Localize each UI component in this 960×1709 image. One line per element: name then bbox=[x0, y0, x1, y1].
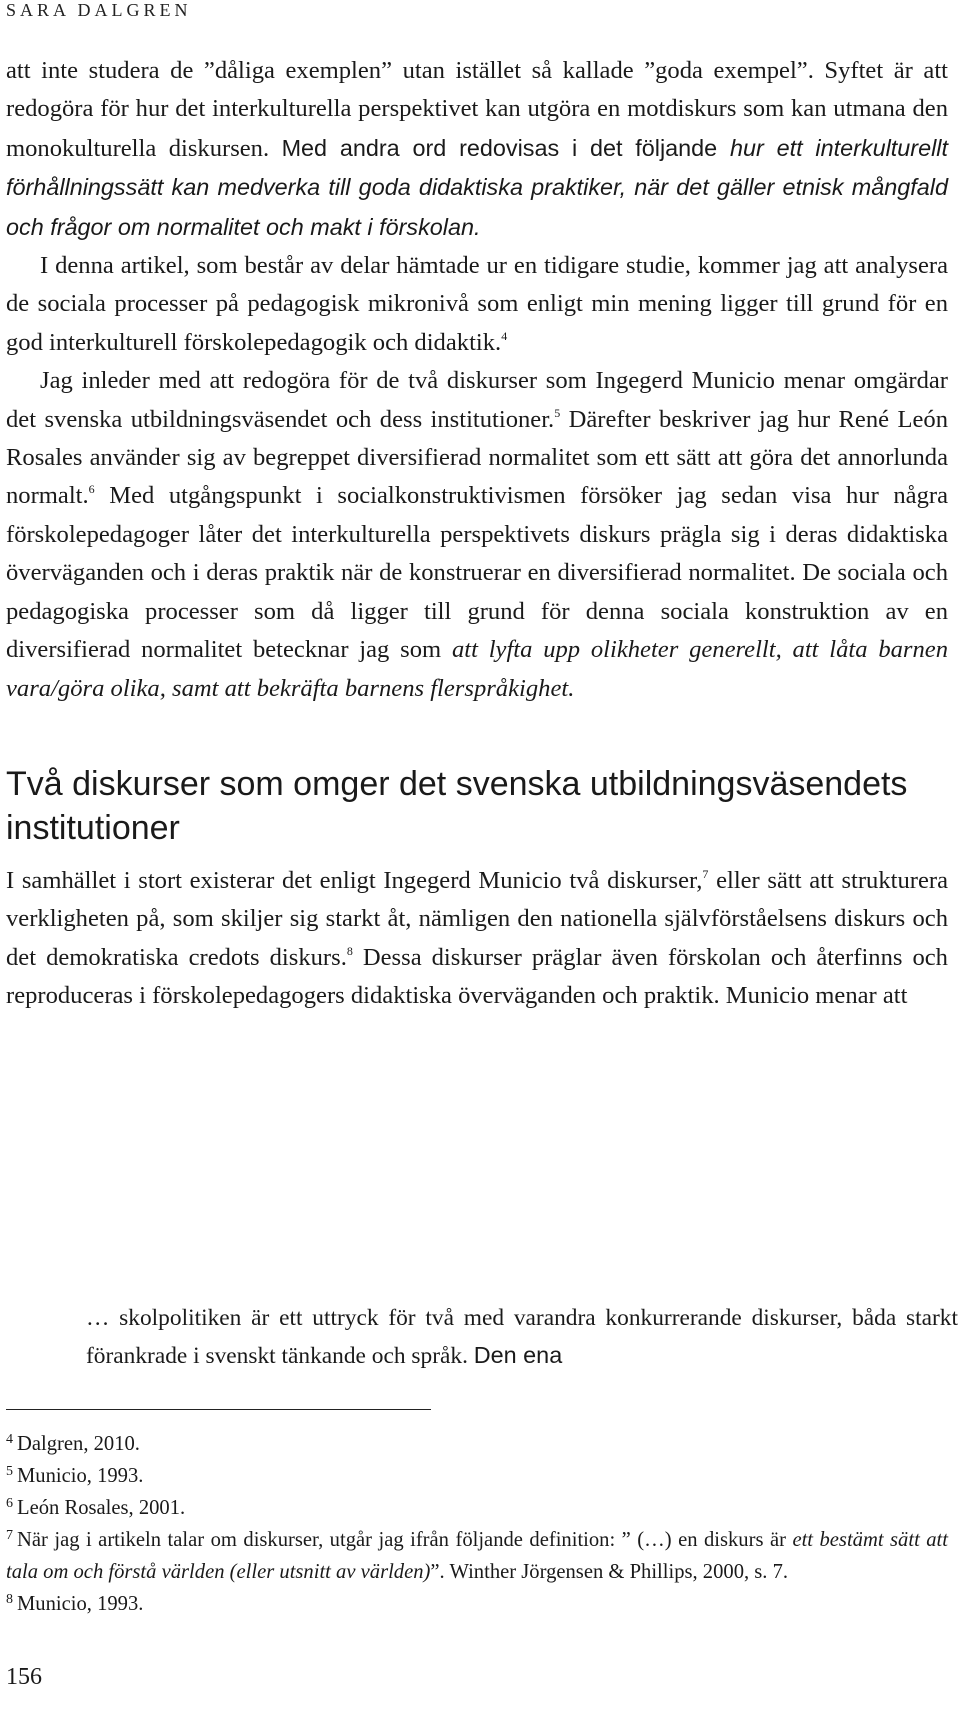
footnote-text-end: ”. Winther Jörgensen & Phillips, 2000, s. 7. bbox=[430, 1561, 789, 1583]
running-head: SARA DALGREN bbox=[6, 0, 192, 20]
page-number: 156 bbox=[6, 1664, 42, 1690]
footnote-number: 4 bbox=[6, 1432, 13, 1447]
footnote-8 bbox=[6, 1588, 948, 1620]
paragraph-intro-emphasis: hur ett interkulturellt förhållningssätt kan medverka till goda didaktiska praktiker, när det gäller etnisk mångfald och frågor om normalitet och makt i förskolan. bbox=[6, 134, 948, 240]
footnote-ref-5[interactable]: 5 bbox=[554, 405, 561, 420]
footnote-text: Municio, 1993. bbox=[17, 1593, 144, 1615]
section-heading: Två diskurser som omger det svenska utbildningsväsendets institutioner bbox=[6, 764, 908, 847]
paragraph-outline-part-b: Därefter beskriver jag hur René León Rosales använder sig av begreppet diversifierad normalitet som ett sätt att göra det annorlunda normalt. bbox=[6, 405, 948, 510]
block-quote-continuation: Den ena bbox=[473, 1342, 563, 1368]
footnote-ref-8[interactable]: 8 bbox=[346, 943, 353, 958]
footnote-5 bbox=[6, 1460, 948, 1492]
block-quote bbox=[86, 1300, 958, 1375]
paragraph-discourses bbox=[6, 862, 948, 1016]
footnote-4 bbox=[6, 1428, 948, 1460]
footnote-number: 8 bbox=[6, 1592, 13, 1607]
footnote-ref-4[interactable]: 4 bbox=[501, 328, 508, 343]
footnotes bbox=[6, 1428, 948, 1620]
paragraph-discourses-part-b: eller sätt att strukturera verkligheten på, som skiljer sig starkt åt, nämligen den nationella självförståelsens diskurs och det demokratiska credots diskurs. bbox=[6, 866, 948, 971]
paragraph-outline-emphasis: att lyfta upp olikheter generellt, att låta barnen vara/göra olika, samt att bekräfta barnens flerspråkighet. bbox=[6, 636, 948, 702]
footnote-ref-6[interactable]: 6 bbox=[88, 482, 95, 497]
paragraph-article-scope-text: I denna artikel, som består av delar hämtade ur en tidigare studie, kommer jag att analysera de sociala processer på pedagogisk mikronivå som enligt min mening ligger till grund för en god interkulturell förskolepedagogik och didaktik. bbox=[6, 252, 948, 356]
footnote-text: León Rosales, 2001. bbox=[17, 1497, 186, 1519]
footnote-text: Dalgren, 2010. bbox=[17, 1433, 140, 1455]
footnote-ref-7[interactable]: 7 bbox=[702, 866, 709, 881]
paragraph-discourses-part-a: I samhället i stort existerar det enligt Ingegerd Municio två diskurser, bbox=[6, 866, 703, 894]
footnote-6 bbox=[6, 1492, 948, 1524]
paragraph-intro-part-b: Med andra ord redovisas i det följande bbox=[281, 134, 730, 161]
paragraph-intro bbox=[6, 52, 948, 247]
footnote-number: 5 bbox=[6, 1464, 13, 1479]
body-text bbox=[6, 52, 948, 1016]
paragraph-outline-part-a: Jag inleder med att redogöra för de två diskurser som Ingegerd Municio menar omgärdar det svenska utbildningsväsendet och dess institutioner. bbox=[6, 367, 948, 433]
paragraph-outline bbox=[6, 362, 948, 708]
footnote-number: 7 bbox=[6, 1528, 13, 1543]
paragraph-discourses-part-c: Dessa diskurser präglar även förskolan och återfinns och reproduceras i förskolepedagogers didaktiska överväganden och praktik. Municio menar att bbox=[6, 943, 948, 1010]
footnote-text: När jag i artikeln talar om diskurser, utgår jag ifrån följande definition: ” (…) en diskurs är bbox=[17, 1529, 793, 1551]
footnote-text: Municio, 1993. bbox=[17, 1465, 144, 1487]
footnote-7 bbox=[6, 1524, 948, 1588]
footnote-emphasis: ett bestämt sätt att tala om och förstå världen (eller utsnitt av världen) bbox=[6, 1529, 949, 1583]
block-quote-text: … skolpolitiken är ett uttryck för två med varandra konkurrerande diskurser, båda starkt förankrade i svenskt tänkande och språk. bbox=[86, 1305, 958, 1369]
paragraph-intro-part-a: att inte studera de ”dåliga exemplen” utan istället så kallade ”goda exempel”. Syftet är att redogöra för hur det interkulturella perspektivet kan utgöra en motdiskurs som kan utmana den monokulturella diskursen. bbox=[6, 57, 948, 162]
paragraph-outline-part-c: Med utgångspunkt i socialkonstruktivismen försöker jag sedan visa hur några förskolepedagoger låter det interkulturella perspektivets diskurs prägla sig i deras didaktiska överväganden och i deras praktik när de konstruerar en diversifierad normalitet. De sociala och pedagogiska processer som då ligger till grund för denna sociala konstruktion av en diversifierad normalitet betecknar jag som bbox=[6, 482, 948, 664]
paragraph-article-scope bbox=[6, 247, 948, 362]
footnote-divider bbox=[6, 1409, 431, 1410]
footnote-number: 6 bbox=[6, 1496, 13, 1511]
